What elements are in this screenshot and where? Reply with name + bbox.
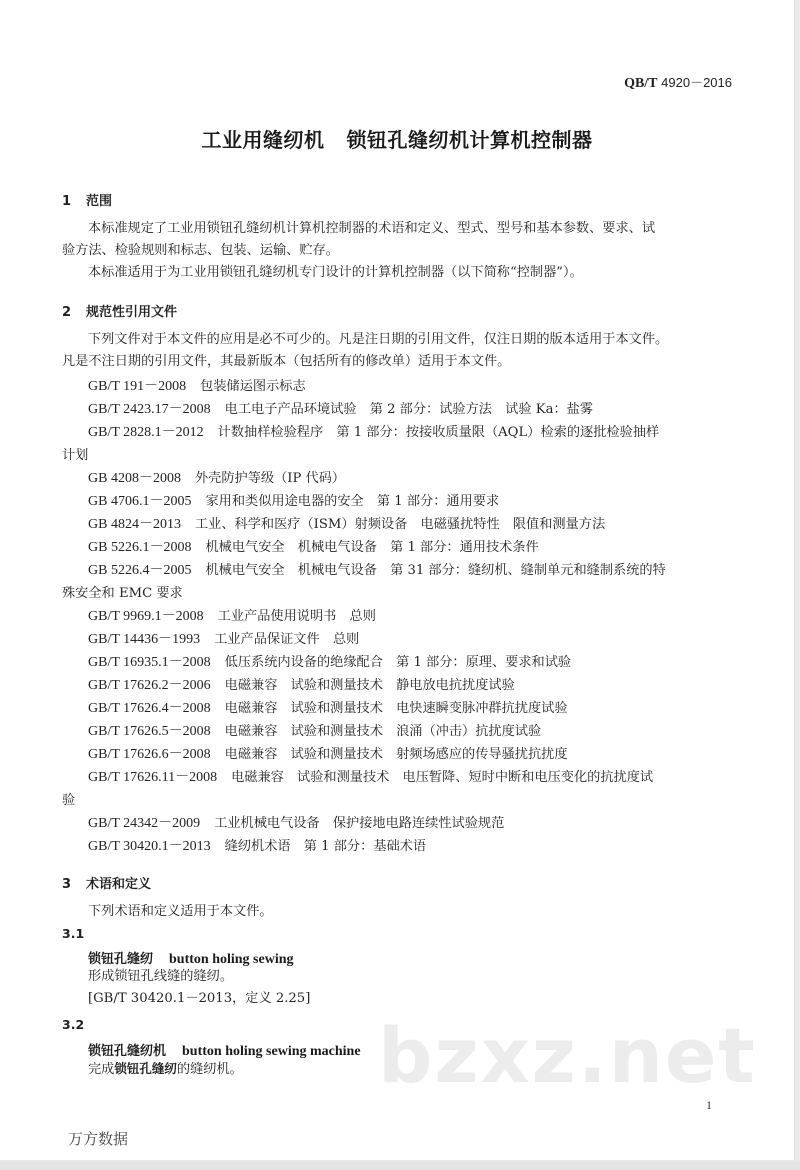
ref-code: GB/T 16935.1－2008 [88,655,211,670]
terms-intro: 下列术语和定义适用于本文件。 [88,904,273,919]
ref-code: GB/T 30420.1－2013 [88,839,211,854]
term-definition [88,1058,243,1081]
reference-item [88,467,345,487]
term-heading [88,948,294,968]
ref-code: GB/T 17626.4－2008 [88,701,211,716]
reference-item-continuation: 殊安全和 EMC 要求 [62,586,183,601]
section-2-heading [62,301,177,320]
standard-code [624,72,732,92]
reference-item [88,812,504,832]
ref-code: GB 4208－2008 [88,471,181,486]
ref-code: GB 4706.1－2005 [88,494,192,509]
ref-title: 电磁兼容 试验和测量技术 电压暂降、短时中断和电压变化的抗扰度试 [231,770,654,785]
section-title: 术语和定义 [86,877,152,892]
section-title: 规范性引用文件 [86,305,178,320]
refs-intro-line1: 下列文件对于本文件的应用是必不可少的。凡是注日期的引用文件，仅注日期的版本适用于本文件。 [88,332,669,347]
section-number: 3 [62,877,72,892]
term-en: button holing sewing machine [182,1044,361,1059]
ref-code: GB/T 191－2008 [88,379,187,394]
reference-item [88,421,659,441]
title-part1: 工业用缝纫机 [201,128,325,152]
ref-title: 电磁兼容 试验和测量技术 浪涌（冲击）抗扰度试验 [224,724,542,739]
ref-title: 工业产品使用说明书 总则 [217,609,376,624]
section-3-heading [62,873,151,892]
title-part2: 锁钮孔缝纫机计算机控制器 [346,128,593,152]
ref-title: 家用和类似用途电器的安全 第 1 部分：通用要求 [205,494,500,509]
reference-item [88,513,605,533]
ref-code: GB/T 2828.1－2012 [88,425,204,440]
reference-item [88,697,568,717]
standard-prefix: QB/T [624,76,658,91]
reference-item [88,536,539,556]
ref-title: 工业机械电气设备 保护接地电路连续性试验规范 [214,816,505,831]
reference-item [88,835,426,855]
refs-intro-line2: 凡是不注日期的引用文件，其最新版本（包括所有的修改单）适用于本文件。 [62,354,511,369]
reference-item-continuation: 计划 [62,448,89,463]
term-cn: 锁钮孔缝纫机 [88,1044,167,1059]
reference-item [88,674,515,694]
ref-title: 计数抽样检验程序 第 1 部分：按接收质量限（AQL）检索的逐批检验抽样 [217,425,660,440]
ref-code: GB/T 24342－2009 [88,816,201,831]
ref-title: 机械电气安全 机械电气设备 第 1 部分：通用技术条件 [205,540,539,555]
reference-item [88,720,541,740]
ref-title: 机械电气安全 机械电气设备 第 31 部分：缝纫机、缝制单元和缝制系统的特 [205,563,666,578]
scope-para1-line2: 验方法、检验规则和标志、包装、运输、贮存。 [62,243,339,258]
reference-item-continuation: 验 [62,793,76,808]
ref-code: GB 4824－2013 [88,517,181,532]
term-heading [88,1040,361,1060]
ref-code: GB/T 17626.6－2008 [88,747,211,762]
definition-text: 的缝纫机。 [176,1062,243,1077]
bottom-band [0,1162,800,1170]
ref-code: GB/T 17626.5－2008 [88,724,211,739]
reference-item [88,743,568,763]
ref-code: GB/T 14436－1993 [88,632,201,647]
reference-item [88,559,666,579]
ref-title: 低压系统内设备的绝缘配合 第 1 部分：原理、要求和试验 [224,655,572,670]
term-number: 3.1 [62,926,85,941]
ref-title: 工业产品保证文件 总则 [214,632,360,647]
section-number: 1 [62,194,72,209]
term-definition: 形成锁钮孔线缝的缝纫。 [88,969,234,984]
ref-title: 工业、科学和医疗（ISM）射频设备 电磁骚扰特性 限值和测量方法 [194,517,606,532]
term-source: [GB/T 30420.1－2013，定义 2.25] [88,991,311,1006]
standard-number: 4920－2016 [661,75,732,90]
reference-item [88,605,376,625]
term-number: 3.2 [62,1017,85,1032]
scope-para1-line1: 本标准规定了工业用锁钮孔缝纫机计算机控制器的术语和定义、型式、型号和基本参数、要求、试 [88,221,656,236]
ref-title: 电工电子产品环境试验 第 2 部分：试验方法 试验 Ka：盐雾 [224,402,594,417]
watermark: bzxz.net [378,1011,757,1100]
ref-title: 电磁兼容 试验和测量技术 电快速瞬变脉冲群抗扰度试验 [224,701,568,716]
ref-title: 包装储运图示标志 [200,379,306,394]
ref-code: GB 5226.1－2008 [88,540,192,555]
term-cn: 锁钮孔缝纫 [88,952,154,967]
ref-title: 电磁兼容 试验和测量技术 射频场感应的传导骚扰抗扰度 [224,747,568,762]
definition-text: 完成 [88,1062,115,1077]
term-en: button holing sewing [169,952,294,967]
document-title [0,124,794,153]
reference-item [88,651,571,671]
ref-code: GB 5226.4－2005 [88,563,192,578]
ref-code: GB/T 9969.1－2008 [88,609,204,624]
footer-brand: 万方数据 [68,1130,129,1148]
section-title: 范围 [86,194,113,209]
definition-term-ref: 锁钮孔缝纫 [114,1061,177,1076]
ref-title: 外壳防护等级（IP 代码） [194,471,346,486]
reference-item [88,398,593,418]
ref-title: 缝纫机术语 第 1 部分：基础术语 [224,839,427,854]
section-number: 2 [62,305,72,320]
ref-code: GB/T 17626.2－2006 [88,678,211,693]
section-1-heading [62,190,112,209]
scope-para2: 本标准适用于为工业用锁钮孔缝纫机专门设计的计算机控制器（以下简称“控制器”）。 [88,265,583,280]
reference-item [88,628,359,648]
ref-code: GB/T 2423.17－2008 [88,402,211,417]
reference-item [88,375,306,395]
ref-code: GB/T 17626.11－2008 [88,770,218,785]
reference-item [88,490,499,510]
reference-item [88,766,653,786]
ref-title: 电磁兼容 试验和测量技术 静电放电抗扰度试验 [224,678,515,693]
page-number: 1 [706,1098,712,1112]
